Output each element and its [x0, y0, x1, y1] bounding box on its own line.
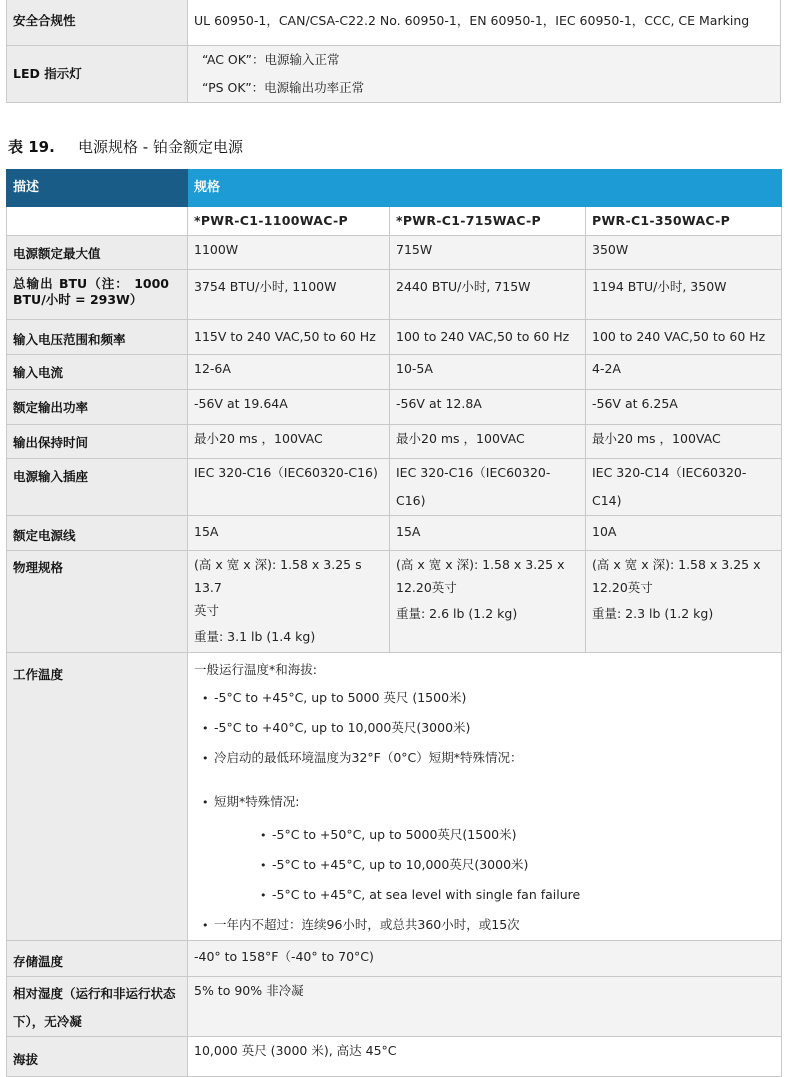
dims-line: 英寸: [194, 603, 220, 618]
table-row: [7, 653, 782, 941]
header-spec: 规格: [188, 170, 782, 207]
model-blank: [7, 207, 188, 236]
row-label: 额定电源线: [7, 516, 188, 551]
table-title-text: 电源规格 - 铂金额定电源: [78, 138, 243, 156]
list-item: • 短期*特殊情况:: [194, 787, 775, 817]
cell: 1194 BTU/小时, 350W: [586, 270, 782, 320]
cell: 15A: [390, 516, 586, 551]
header-desc: 描述: [7, 170, 188, 207]
bullet-icon: •: [202, 919, 209, 932]
dims-line: 12.20英寸: [592, 580, 653, 595]
table-row: [7, 1037, 782, 1077]
model-1100: *PWR-C1-1100WAC-P: [188, 207, 390, 236]
table-row: [7, 516, 782, 551]
cell: 4-2A: [586, 355, 782, 390]
table-row: [7, 270, 782, 320]
bullet-icon: •: [260, 859, 267, 872]
row-label: 存储温度: [7, 941, 188, 977]
list-item: • -5°C to +45°C, at sea level with single fan failure: [194, 880, 775, 910]
operating-intro: 一般运行温度*和海拔:: [194, 662, 317, 677]
table-title: [8, 136, 243, 157]
bullet-icon: •: [260, 829, 267, 842]
cell: -56V at 12.8A: [390, 390, 586, 425]
table-row: [7, 941, 782, 977]
cell: -56V at 6.25A: [586, 390, 782, 425]
dims-line: (高 x 宽 x 深): 1.58 x 3.25 s 13.7: [194, 557, 362, 595]
table-number: 表 19.: [8, 138, 55, 156]
list-item: • -5°C to +50°C, up to 5000英尺(1500米): [194, 820, 775, 850]
cell: IEC 320-C16（IEC60320-C16): [390, 459, 586, 516]
cell: 350W: [586, 236, 782, 270]
table-row: [7, 0, 781, 46]
led-ps-ok: “PS OK”：电源输出功率正常: [202, 80, 365, 95]
table-row: [7, 46, 781, 103]
bullet-icon: •: [202, 752, 209, 765]
cell: 10-5A: [390, 355, 586, 390]
row-label: 相对湿度（运行和非运行状态 下），无冷凝: [7, 977, 188, 1037]
cell: 1100W: [188, 236, 390, 270]
row-value: UL 60950-1，CAN/CSA-C22.2 No. 60950-1，EN 60950-1，IEC 60950-1，CCC, CE Marking: [188, 0, 781, 46]
compliance-table: [6, 0, 781, 103]
cell: [586, 551, 782, 653]
row-label: 输入电压范围和频率: [7, 320, 188, 355]
row-label: 物理规格: [7, 551, 188, 653]
table-row: [7, 236, 782, 270]
led-values: [188, 46, 781, 103]
power-spec-table: [6, 169, 782, 1077]
row-label: 额定输出功率: [7, 390, 188, 425]
row-label: 电源输入插座: [7, 459, 188, 516]
dims-line: (高 x 宽 x 深): 1.58 x 3.25 x: [396, 557, 565, 572]
table-row: [7, 977, 782, 1037]
cell: 3754 BTU/小时, 1100W: [188, 270, 390, 320]
dims-line: (高 x 宽 x 深): 1.58 x 3.25 x: [592, 557, 761, 572]
cell: 2440 BTU/小时, 715W: [390, 270, 586, 320]
table-row: [7, 355, 782, 390]
cell: 10A: [586, 516, 782, 551]
cell: 12-6A: [188, 355, 390, 390]
table-row: [7, 551, 782, 653]
table-row: [7, 390, 782, 425]
row-label: 总输出 BTU（注： 1000 BTU/小时 = 293W）: [7, 270, 188, 320]
cell: IEC 320-C16（IEC60320-C16): [188, 459, 390, 516]
row-label: 输出保持时间: [7, 425, 188, 459]
cell: 100 to 240 VAC,50 to 60 Hz: [586, 320, 782, 355]
list-item: • -5°C to +45°C, up to 5000 英尺 (1500米): [194, 683, 775, 713]
cell: 最小20 ms ，100VAC: [586, 425, 782, 459]
cell: IEC 320-C14（IEC60320-C14): [586, 459, 782, 516]
cell: 最小20 ms ，100VAC: [188, 425, 390, 459]
model-715: *PWR-C1-715WAC-P: [390, 207, 586, 236]
weight-line: 重量: 3.1 lb (1.4 kg): [194, 629, 316, 644]
cell: 10,000 英尺 (3000 米), 高达 45°C: [188, 1037, 782, 1077]
weight-line: 重量: 2.6 lb (1.2 kg): [396, 606, 518, 621]
operating-temp-cell: [188, 653, 782, 941]
row-label: 输入电流: [7, 355, 188, 390]
row-label: LED 指示灯: [7, 46, 188, 103]
list-item: • -5°C to +40°C, up to 10,000英尺(3000米): [194, 713, 775, 743]
cell: 15A: [188, 516, 390, 551]
cell: 5% to 90% 非冷凝: [188, 977, 782, 1037]
bullet-icon: •: [202, 722, 209, 735]
cell: [188, 551, 390, 653]
cell: 100 to 240 VAC,50 to 60 Hz: [390, 320, 586, 355]
row-label: 安全合规性: [7, 0, 188, 46]
model-row: [7, 207, 782, 236]
table-row: [7, 459, 782, 516]
bullet-icon: •: [202, 796, 209, 809]
dims-line: 12.20英寸: [396, 580, 457, 595]
led-ac-ok: “AC OK”：电源输入正常: [202, 52, 340, 67]
list-item: • 一年内不超过：连续96小时，或总共360小时，或15次: [194, 910, 775, 940]
cell: -56V at 19.64A: [188, 390, 390, 425]
cell: -40° to 158°F（-40° to 70°C): [188, 941, 782, 977]
model-350: PWR-C1-350WAC-P: [586, 207, 782, 236]
row-label: 工作温度: [7, 653, 188, 941]
table-row: [7, 425, 782, 459]
table-row: [7, 320, 782, 355]
header-row: [7, 170, 782, 207]
cell: 715W: [390, 236, 586, 270]
list-item: • 冷启动的最低环境温度为32°F（0°C）短期*特殊情况：: [194, 743, 775, 773]
row-label: 海拔: [7, 1037, 188, 1077]
cell: 最小20 ms ，100VAC: [390, 425, 586, 459]
weight-line: 重量: 2.3 lb (1.2 kg): [592, 606, 714, 621]
row-label: 电源额定最大值: [7, 236, 188, 270]
bullet-icon: •: [202, 692, 209, 705]
cell: [390, 551, 586, 653]
list-item: • -5°C to +45°C, up to 10,000英尺(3000米): [194, 850, 775, 880]
bullet-icon: •: [260, 889, 267, 902]
cell: 115V to 240 VAC,50 to 60 Hz: [188, 320, 390, 355]
